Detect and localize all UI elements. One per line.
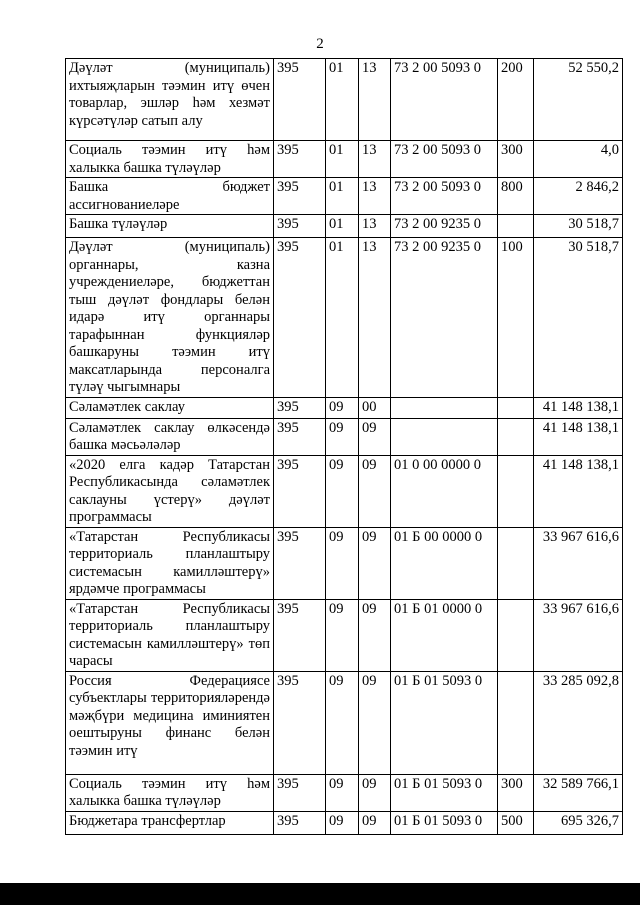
ministry-code-cell: 395 <box>274 59 326 141</box>
amount-cell: 32 589 766,1 <box>534 774 623 811</box>
section-code-cell: 09 <box>326 527 359 599</box>
target-article-cell: 73 2 00 9235 0 <box>391 238 498 398</box>
expense-type-cell <box>498 527 534 599</box>
amount-cell: 33 967 616,6 <box>534 599 623 671</box>
ministry-code-cell: 395 <box>274 455 326 527</box>
expense-type-cell <box>498 215 534 238</box>
section-code-cell: 09 <box>326 599 359 671</box>
row-name-cell: Сәламәтлек саклау өлкәсендә башка мәсьәләләр <box>66 418 274 455</box>
table-row <box>66 671 623 774</box>
expense-type-cell <box>498 418 534 455</box>
section-code-cell: 09 <box>326 811 359 834</box>
ministry-code-cell: 395 <box>274 178 326 215</box>
section-code-cell: 09 <box>326 397 359 418</box>
target-article-cell: 73 2 00 5093 0 <box>391 141 498 178</box>
ministry-code-cell: 395 <box>274 774 326 811</box>
section-code-cell: 01 <box>326 178 359 215</box>
section-code-cell: 09 <box>326 671 359 774</box>
table-row <box>66 141 623 178</box>
subsection-code-cell: 09 <box>359 455 391 527</box>
row-name-cell: «Татарстан Республикасы территориаль планлаштыру системасын камилләштерү» ярдәмче программасы <box>66 527 274 599</box>
expense-type-cell: 300 <box>498 141 534 178</box>
ministry-code-cell: 395 <box>274 141 326 178</box>
subsection-code-cell: 09 <box>359 811 391 834</box>
subsection-code-cell: 13 <box>359 238 391 398</box>
table-row <box>66 215 623 238</box>
section-code-cell: 01 <box>326 59 359 141</box>
section-code-cell: 01 <box>326 238 359 398</box>
expense-type-cell <box>498 671 534 774</box>
subsection-code-cell: 13 <box>359 141 391 178</box>
table-row <box>66 59 623 141</box>
amount-cell: 695 326,7 <box>534 811 623 834</box>
section-code-cell: 09 <box>326 774 359 811</box>
section-code-cell: 09 <box>326 455 359 527</box>
amount-cell: 41 148 138,1 <box>534 455 623 527</box>
target-article-cell: 73 2 00 9235 0 <box>391 215 498 238</box>
target-article-cell: 01 Б 01 0000 0 <box>391 599 498 671</box>
table-row <box>66 455 623 527</box>
row-name-cell: Сәламәтлек саклау <box>66 397 274 418</box>
target-article-cell <box>391 418 498 455</box>
ministry-code-cell: 395 <box>274 811 326 834</box>
target-article-cell: 01 Б 00 0000 0 <box>391 527 498 599</box>
ministry-code-cell: 395 <box>274 599 326 671</box>
subsection-code-cell: 13 <box>359 59 391 141</box>
expense-type-cell: 100 <box>498 238 534 398</box>
table-row <box>66 527 623 599</box>
expense-type-cell <box>498 455 534 527</box>
subsection-code-cell: 09 <box>359 418 391 455</box>
amount-cell: 30 518,7 <box>534 238 623 398</box>
row-name-cell: Бюджетара трансфертлар <box>66 811 274 834</box>
target-article-cell: 01 Б 01 5093 0 <box>391 671 498 774</box>
row-name-cell: Дәүләт (муниципаль) ихтыяҗларын тәэмин итү өчен товарлар, эшләр һәм хезмәт күрсәтүләр сатып алу <box>66 59 274 141</box>
ministry-code-cell: 395 <box>274 238 326 398</box>
table-row <box>66 811 623 834</box>
target-article-cell: 01 Б 01 5093 0 <box>391 774 498 811</box>
section-code-cell: 01 <box>326 141 359 178</box>
expense-type-cell: 300 <box>498 774 534 811</box>
ministry-code-cell: 395 <box>274 215 326 238</box>
expense-type-cell: 800 <box>498 178 534 215</box>
subsection-code-cell: 09 <box>359 599 391 671</box>
budget-table <box>65 58 623 835</box>
expense-type-cell: 200 <box>498 59 534 141</box>
row-name-cell: Социаль тәэмин итү һәм халыкка башка түләүләр <box>66 141 274 178</box>
table-row <box>66 599 623 671</box>
amount-cell: 30 518,7 <box>534 215 623 238</box>
row-name-cell: Башка бюджет ассигнованиеләре <box>66 178 274 215</box>
section-code-cell: 09 <box>326 418 359 455</box>
target-article-cell <box>391 397 498 418</box>
table-row <box>66 178 623 215</box>
table-body <box>66 59 623 835</box>
ministry-code-cell: 395 <box>274 418 326 455</box>
row-name-cell: Дәүләт (муниципаль) органнары, казна учреждениеләре, бюджеттан тыш дәүләт фондлары белән идарә итү органнары тарафыннан функцияләр башкаруны тәэмин итү максатларында персоналга түләү чыгымнары <box>66 238 274 398</box>
expense-type-cell <box>498 599 534 671</box>
row-name-cell: Социаль тәэмин итү һәм халыкка башка түләүләр <box>66 774 274 811</box>
ministry-code-cell: 395 <box>274 671 326 774</box>
row-name-cell: «2020 елга кадәр Татарстан Республикасында сәламәтлек саклауны үстерү» дәүләт программасы <box>66 455 274 527</box>
amount-cell: 41 148 138,1 <box>534 397 623 418</box>
amount-cell: 52 550,2 <box>534 59 623 141</box>
target-article-cell: 73 2 00 5093 0 <box>391 59 498 141</box>
scan-border-bar <box>0 883 640 905</box>
subsection-code-cell: 00 <box>359 397 391 418</box>
target-article-cell: 73 2 00 5093 0 <box>391 178 498 215</box>
subsection-code-cell: 09 <box>359 671 391 774</box>
subsection-code-cell: 09 <box>359 774 391 811</box>
subsection-code-cell: 13 <box>359 178 391 215</box>
subsection-code-cell: 09 <box>359 527 391 599</box>
row-name-cell: Россия Федерациясе субъектлары территорияләрендә мәҗбүри медицина иминиятен оештыруны финанс белән тәэмин итү <box>66 671 274 774</box>
row-name-cell: Башка түләүләр <box>66 215 274 238</box>
amount-cell: 2 846,2 <box>534 178 623 215</box>
table-row <box>66 238 623 398</box>
section-code-cell: 01 <box>326 215 359 238</box>
expense-type-cell: 500 <box>498 811 534 834</box>
table-row <box>66 418 623 455</box>
page-number: 2 <box>316 36 324 52</box>
table-row <box>66 774 623 811</box>
ministry-code-cell: 395 <box>274 527 326 599</box>
amount-cell: 4,0 <box>534 141 623 178</box>
target-article-cell: 01 0 00 0000 0 <box>391 455 498 527</box>
amount-cell: 33 285 092,8 <box>534 671 623 774</box>
target-article-cell: 01 Б 01 5093 0 <box>391 811 498 834</box>
ministry-code-cell: 395 <box>274 397 326 418</box>
expense-type-cell <box>498 397 534 418</box>
table-row <box>66 397 623 418</box>
subsection-code-cell: 13 <box>359 215 391 238</box>
amount-cell: 41 148 138,1 <box>534 418 623 455</box>
row-name-cell: «Татарстан Республикасы территориаль планлаштыру системасын камилләштерү» төп чарасы <box>66 599 274 671</box>
amount-cell: 33 967 616,6 <box>534 527 623 599</box>
